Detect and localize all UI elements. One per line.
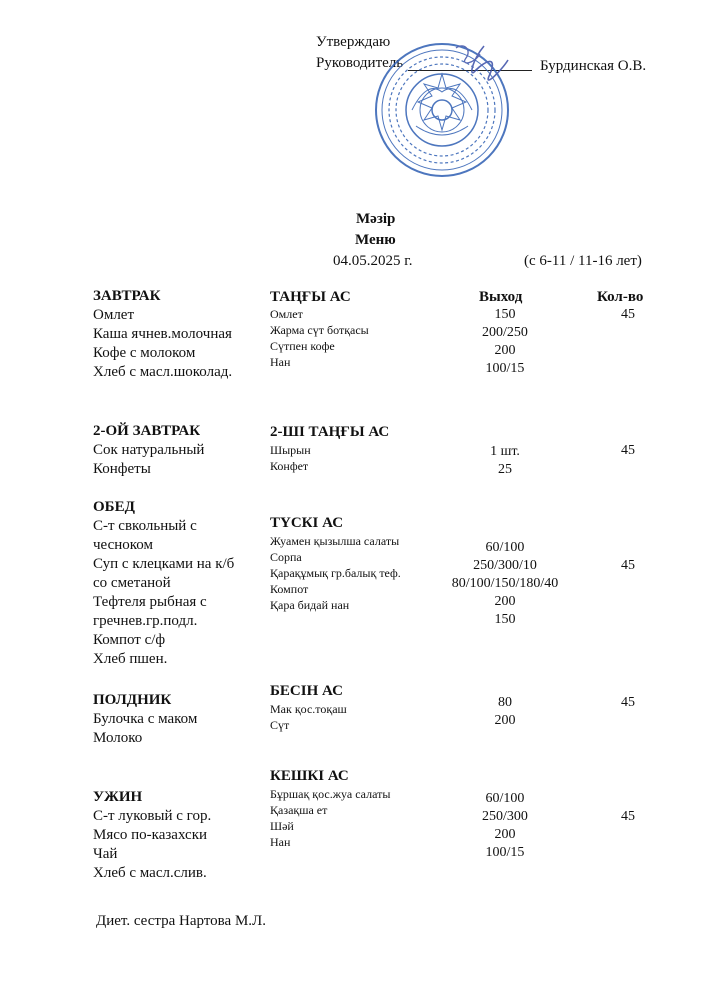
meal-ru-title: ОБЕД (93, 499, 135, 515)
approval-label: Утверждаю (316, 34, 391, 50)
meal-outputs (450, 790, 560, 862)
title-kz: Мәзір (356, 211, 396, 227)
list-item: Омлет (270, 307, 303, 321)
output-value: 100/15 (485, 361, 525, 376)
menu-date: 04.05.2025 г. (333, 253, 413, 269)
output-value: 250/300 (482, 809, 528, 824)
count-value: 45 (621, 307, 635, 322)
count-value: 45 (621, 809, 635, 824)
output-value: 150 (494, 612, 516, 627)
count-value: 45 (621, 443, 635, 458)
list-item: гречнев.гр.подл. (93, 613, 198, 629)
meal-ru-title: УЖИН (93, 789, 143, 805)
meal-ru-items (93, 441, 204, 479)
output-value: 200 (494, 343, 516, 358)
meal-kz-items (270, 533, 401, 613)
list-item: Нан (270, 835, 291, 849)
official-stamp (372, 40, 512, 180)
list-item: Нан (270, 355, 291, 369)
output-value: 150 (494, 307, 516, 322)
meal-count (608, 808, 648, 826)
meal-kz-title: ТҮСКІ АС (270, 515, 344, 531)
meal-ru-title: ЗАВТРАК (93, 288, 161, 304)
meal-count (608, 306, 648, 324)
meal-ru-title: 2-ОЙ ЗАВТРАК (93, 423, 201, 439)
column-count-header: Кол-во (597, 289, 644, 305)
list-item: Каша ячнев.молочная (93, 326, 232, 342)
age-range: (с 6-11 / 11-16 лет) (524, 253, 642, 269)
meal-kz-items (270, 306, 369, 370)
list-item: С-т свкольный с (93, 518, 197, 534)
approval-signer: Бурдинская О.В. (540, 58, 647, 74)
list-item: Молоко (93, 730, 143, 746)
output-value: 200 (494, 713, 516, 728)
count-value: 45 (621, 558, 635, 573)
list-item: Шырын (270, 443, 311, 457)
output-value: 25 (498, 462, 512, 477)
output-value: 250/300/10 (473, 558, 537, 573)
list-item: Сорпа (270, 550, 302, 564)
list-item: Булочка с маком (93, 711, 198, 727)
list-item: Суп с клецками на к/б (93, 556, 235, 572)
nurse-signature: Диет. сестра Нартова М.Л. (96, 913, 266, 929)
meal-ru-items (93, 710, 197, 748)
meal-kz-title: КЕШКІ АС (270, 768, 349, 784)
list-item: Хлеб с масл.шоколад. (93, 364, 233, 380)
meal-count (608, 557, 648, 575)
list-item: Қарақұмық гр.балық теф. (270, 566, 401, 580)
output-value: 200 (494, 594, 516, 609)
meal-kz-items (270, 786, 390, 850)
list-item: С-т луковый с гор. (93, 808, 212, 824)
list-item: Хлеб с масл.слив. (93, 865, 207, 881)
meal-ru-items (93, 807, 211, 883)
list-item: Мясо по-казахски (93, 827, 208, 843)
list-item: Омлет (93, 307, 135, 323)
list-item: Бұршақ қос.жуа салаты (270, 787, 391, 801)
meal-count (608, 694, 648, 712)
list-item: Сүтпен кофе (270, 339, 335, 353)
meal-outputs (450, 694, 560, 730)
list-item: Қара бидай нан (270, 598, 350, 612)
list-item: Конфет (270, 459, 309, 473)
output-value: 100/15 (485, 845, 525, 860)
list-item: Жарма сүт ботқасы (270, 323, 369, 337)
output-value: 60/100 (485, 540, 525, 555)
meal-ru-title: ПОЛДНИК (93, 692, 172, 708)
meal-ru-items (93, 306, 232, 382)
list-item: со сметаной (93, 575, 171, 591)
meal-kz-title: БЕСІН АС (270, 683, 343, 699)
output-value: 80 (498, 695, 512, 710)
list-item: Сүт (270, 718, 290, 732)
count-value: 45 (621, 695, 635, 710)
list-item: Компот (270, 582, 309, 596)
list-item: Сок натуральный (93, 442, 205, 458)
output-value: 200/250 (482, 325, 528, 340)
title-ru: Меню (355, 232, 396, 248)
meal-outputs (440, 539, 570, 629)
output-value: 200 (494, 827, 516, 842)
meal-ru-items (93, 517, 234, 669)
list-item: Мак қос.тоқаш (270, 702, 347, 716)
meal-outputs (450, 306, 560, 378)
list-item: Жуамен қызылша салаты (270, 534, 400, 548)
output-value: 1 шт. (490, 444, 520, 459)
meal-count (608, 442, 648, 460)
meal-kz-title: ТАҢҒЫ АС (270, 289, 351, 305)
output-value: 80/100/150/180/40 (451, 576, 559, 591)
meal-outputs (450, 443, 560, 479)
list-item: Хлеб пшен. (93, 651, 168, 667)
column-output-header: Выход (479, 289, 523, 305)
list-item: Компот с/ф (93, 632, 166, 648)
output-value: 60/100 (485, 791, 525, 806)
list-item: Кофе с молоком (93, 345, 196, 361)
list-item: Чай (93, 846, 118, 862)
list-item: Тефтеля рыбная с (93, 594, 207, 610)
list-item: Қазақша ет (270, 803, 328, 817)
meal-kz-title: 2-ШІ ТАҢҒЫ АС (270, 424, 390, 440)
approval-role: Руководитель (316, 55, 404, 71)
meal-kz-items (270, 701, 347, 733)
meal-kz-items (270, 442, 311, 474)
list-item: Шәй (270, 819, 294, 833)
list-item: чесноком (93, 537, 153, 553)
list-item: Конфеты (93, 461, 151, 477)
